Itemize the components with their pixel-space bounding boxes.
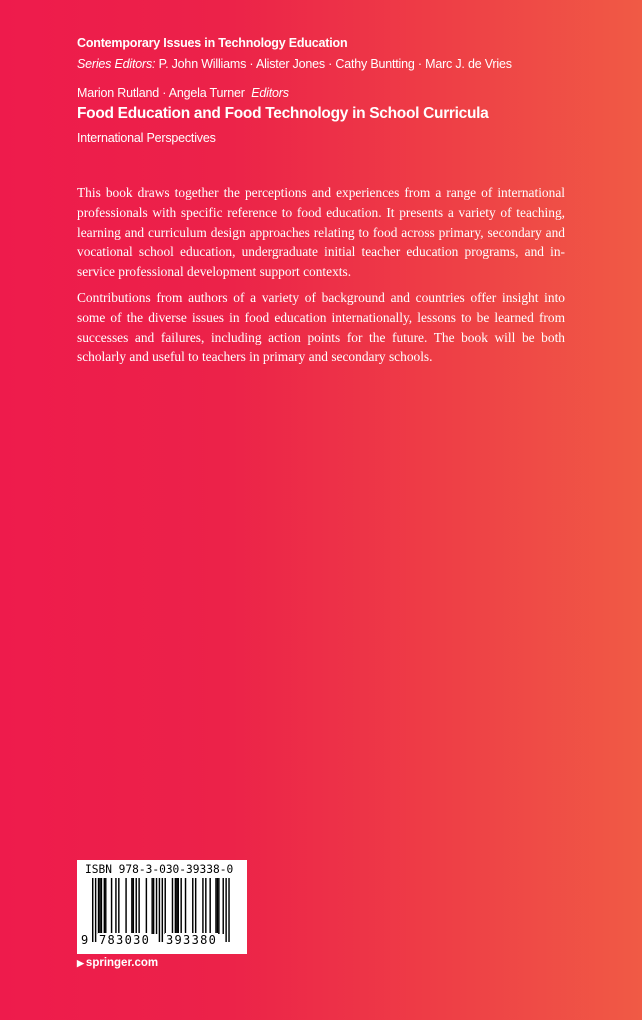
blurb-paragraph: Contributions from authors of a variety of background and countries offer insight into some of the diverse issues in food education internationally, lessons to be learned from successes and failures, including action points for the future. The book will be both scholarly and useful to teachers in primary and secondary schools.: [77, 289, 565, 365]
book-title: Food Education and Food Technology in School Curricula: [77, 105, 489, 122]
barcode-bar: [151, 878, 152, 934]
barcode-bar: [202, 878, 203, 934]
ean-left-digits: 783030: [99, 933, 151, 947]
barcode-bar: [92, 878, 93, 942]
barcode-bar: [105, 878, 106, 934]
book-editors-line: [77, 86, 289, 100]
barcode-bar: [125, 878, 126, 934]
series-editors-label: Series Editors:: [77, 57, 156, 71]
barcode-bar: [223, 878, 224, 934]
barcode-bar: [185, 878, 186, 934]
series-editors-names: P. John Williams · Alister Jones · Cathy Buntting · Marc J. de Vries: [158, 57, 512, 71]
barcode-bar: [99, 878, 100, 934]
triangle-right-icon: ▶: [77, 958, 84, 968]
barcode-bar: [131, 878, 132, 934]
series-title: Contemporary Issues in Technology Education: [77, 36, 348, 50]
barcode-bar: [98, 878, 99, 934]
barcode-bar: [217, 878, 218, 934]
blurb-paragraph: This book draws together the perceptions and experiences from a range of international professionals with specific reference to food education. It presents a variety of teaching, learning and curriculum design approaches relating to food across primary, secondary and vocational school education, undergraduate initial teacher education programs, and in-service professional development support contexts.: [77, 185, 565, 280]
barcode-bar: [118, 878, 119, 934]
barcode-bar: [178, 878, 179, 934]
barcode-bar: [218, 878, 219, 934]
barcode-bar: [228, 878, 229, 942]
barcode-bar: [133, 878, 134, 934]
barcode-bar: [159, 878, 160, 942]
barcode-bar: [136, 878, 137, 934]
barcode-bar: [176, 878, 177, 934]
barcode-bar: [209, 878, 210, 934]
barcode-bar: [115, 878, 116, 934]
publisher-url: springer.com: [85, 957, 159, 969]
barcode-bar: [156, 878, 157, 934]
barcode-bar: [215, 878, 216, 934]
barcode-bar: [225, 878, 226, 942]
publisher-link[interactable]: [77, 957, 158, 969]
book-editors-label: Editors: [251, 86, 289, 100]
book-subtitle: International Perspectives: [77, 131, 216, 145]
barcode-bar: [138, 878, 139, 934]
isbn-label: ISBN 978-3-030-39338-0: [85, 863, 234, 876]
isbn-barcode: [77, 860, 247, 954]
barcode-bar: [180, 878, 181, 934]
barcode-bar: [104, 878, 105, 934]
barcode-bar: [101, 878, 102, 934]
barcode-bar: [172, 878, 173, 934]
barcode-bar: [111, 878, 112, 934]
barcode-bar: [195, 878, 196, 934]
ean-first-digit: 9: [81, 933, 89, 947]
barcode-bar: [205, 878, 206, 934]
barcode-bar: [165, 878, 166, 934]
barcode-bar: [162, 878, 163, 942]
barcode-bar: [192, 878, 193, 934]
series-editors-line: [77, 57, 512, 71]
barcode-bar: [175, 878, 176, 934]
barcode-bar: [146, 878, 147, 934]
barcode-bar: [153, 878, 154, 934]
barcode-bar: [95, 878, 96, 942]
blurb: [77, 183, 565, 373]
ean-right-digits: 393380: [166, 933, 218, 947]
book-editors-names: Marion Rutland · Angela Turner: [77, 86, 245, 100]
